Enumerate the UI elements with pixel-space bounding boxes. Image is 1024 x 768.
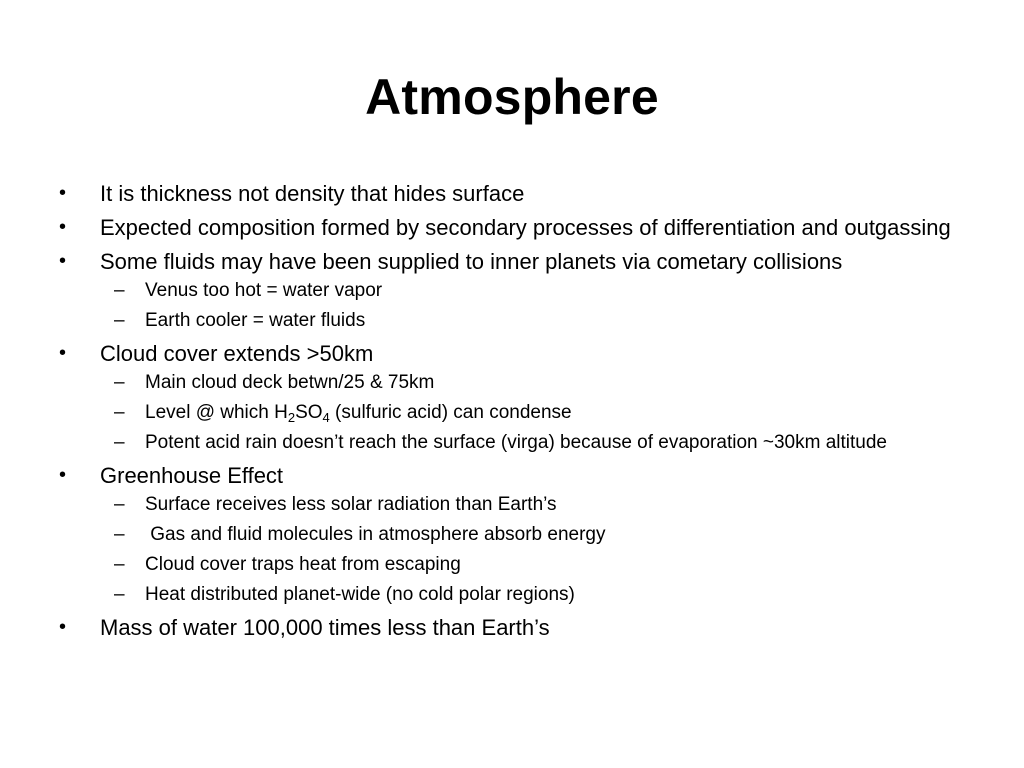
sub-bullet-text: Surface receives less solar radiation than Earth’s	[145, 494, 557, 515]
sub-bullet-item	[100, 279, 957, 303]
bullet-item	[57, 248, 957, 333]
sub-bullet-text: Earth cooler = water fluids	[145, 310, 366, 331]
sub-bullet-text: Venus too hot = water vapor	[145, 280, 383, 301]
formula-mid: SO	[295, 402, 323, 423]
bullet-text: Greenhouse Effect	[100, 463, 284, 488]
sub-bullet-item	[100, 371, 957, 395]
bullet-text: It is thickness not density that hides surface	[100, 181, 525, 206]
bullet-item	[57, 180, 957, 207]
sub-bullet-text: Potent acid rain doesn’t reach the surface (virga) because of evaporation ~30km altitude	[145, 432, 887, 453]
sub-bullet-text: Cloud cover traps heat from escaping	[145, 554, 461, 575]
bullet-item	[57, 340, 957, 455]
subscript-2: 2	[287, 410, 296, 425]
bullet-icon: •	[59, 464, 67, 486]
sub-bullet-list	[100, 279, 957, 333]
sub-bullet-text	[145, 402, 572, 423]
dash-icon: –	[114, 494, 125, 515]
dash-icon: –	[114, 372, 125, 393]
sub-bullet-item	[100, 309, 957, 333]
slide-title: Atmosphere	[365, 69, 659, 125]
dash-icon: –	[114, 310, 125, 331]
dash-icon: –	[114, 280, 125, 301]
dash-icon: –	[114, 524, 125, 545]
bullet-text: Some fluids may have been supplied to inner planets via cometary collisions	[100, 249, 843, 274]
dash-icon: –	[114, 584, 125, 605]
bullet-icon: •	[59, 342, 67, 364]
subscript-4: 4	[322, 410, 330, 425]
dash-icon: –	[114, 402, 125, 423]
bullet-text: Cloud cover extends >50km	[100, 341, 374, 366]
dash-icon: –	[114, 432, 125, 453]
sub-bullet-list	[100, 371, 957, 455]
sub-bullet-text: Heat distributed planet-wide (no cold polar regions)	[145, 584, 575, 605]
sub-bullet-text: Gas and fluid molecules in atmosphere absorb energy	[145, 524, 606, 545]
sub-bullet-item	[100, 523, 957, 547]
bullet-icon: •	[59, 216, 67, 238]
sub-bullet-item	[100, 553, 957, 577]
sub-bullet-item	[100, 401, 957, 425]
bullet-icon: •	[59, 182, 67, 204]
bullet-item	[57, 214, 957, 241]
dash-icon: –	[114, 554, 125, 575]
sub-bullet-item	[100, 493, 957, 517]
bullet-text: Mass of water 100,000 times less than Earth’s	[100, 615, 550, 640]
bullet-item	[57, 614, 957, 641]
sub-bullet-list	[100, 493, 957, 607]
bullet-list	[57, 180, 957, 648]
sub-bullet-item	[100, 583, 957, 607]
formula-pre: Level @ which H	[145, 402, 288, 423]
bullet-icon: •	[59, 250, 67, 272]
bullet-item	[57, 462, 957, 607]
bullet-text: Expected composition formed by secondary processes of differentiation and outgassing	[100, 215, 951, 240]
formula-post: (sulfuric acid) can condense	[329, 402, 572, 423]
sub-bullet-item	[100, 431, 957, 455]
bullet-icon: •	[59, 616, 67, 638]
sub-bullet-text: Main cloud deck betwn/25 & 75km	[145, 372, 435, 393]
